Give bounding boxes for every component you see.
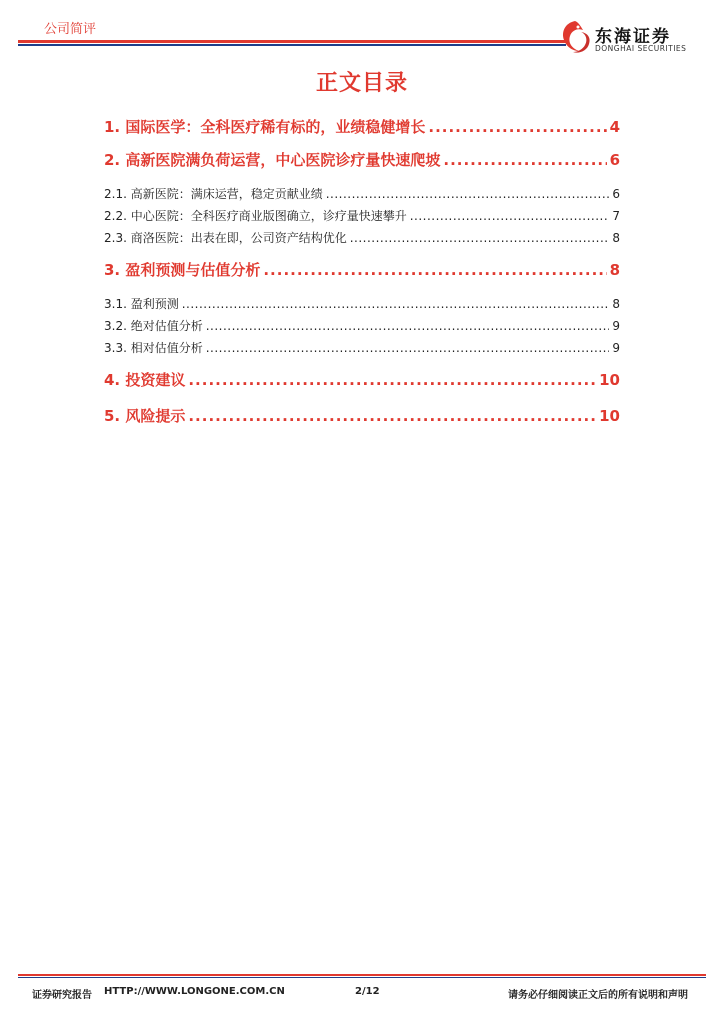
toc-subentry[interactable] [104, 317, 620, 334]
footer-disclaimer: 请务必仔细阅读正文后的所有说明和声明 [508, 990, 688, 1001]
dragon-logo-icon [557, 18, 593, 56]
toc-entry-label: 2.1. 高新医院：满床运营，稳定贡献业绩 [104, 187, 323, 201]
toc-entry-label: 1. 国际医学：全科医疗稀有标的，业绩稳健增长 [104, 118, 426, 136]
toc-entry-label: 3.1. 盈利预测 [104, 297, 179, 311]
footer-website-link[interactable]: HTTP://WWW.LONGONE.COM.CN [104, 986, 285, 997]
toc-entry-page: 7 [612, 209, 620, 223]
toc-subentry[interactable] [104, 339, 620, 356]
footer-page-number: 2/12 [355, 986, 380, 997]
toc-leader-dots [410, 209, 610, 223]
company-logo [555, 18, 705, 58]
toc-leader-dots [326, 187, 610, 201]
toc-entry-label: 4. 投资建议 [104, 371, 186, 389]
toc-leader-dots [206, 319, 610, 333]
toc-title: 正文目录 [315, 71, 408, 96]
toc-leader-dots [182, 297, 610, 311]
toc-entry-label: 2. 高新医院满负荷运营，中心医院诊疗量快速爬坡 [104, 151, 441, 169]
toc-entry-page: 10 [599, 371, 620, 389]
header-divider-blue [18, 44, 566, 46]
header-section-tag: 公司简评 [44, 22, 97, 37]
toc-entry-label: 3.3. 相对估值分析 [104, 341, 203, 355]
toc-entry[interactable] [104, 116, 620, 137]
toc-entry[interactable] [104, 369, 620, 390]
toc-subentry[interactable] [104, 295, 620, 312]
toc-entry-page: 10 [599, 407, 620, 425]
toc-leader-dots [428, 118, 606, 136]
toc-entry-page: 6 [609, 151, 620, 169]
toc-leader-dots [350, 231, 610, 245]
toc-subentry[interactable] [104, 185, 620, 202]
footer-divider-red [18, 974, 706, 976]
footer-divider-blue [18, 977, 706, 978]
toc-entry-page: 4 [609, 118, 620, 136]
toc-entry[interactable] [104, 259, 620, 280]
toc-entry-page: 9 [612, 319, 620, 333]
toc-entry-page: 8 [612, 231, 620, 245]
logo-name-en: DONGHAI SECURITIES [595, 44, 687, 53]
toc-leader-dots [263, 261, 606, 279]
toc-entry-label: 2.2. 中心医院：全科医疗商业版图确立，诊疗量快速攀升 [104, 209, 407, 223]
toc-leader-dots [188, 371, 596, 389]
logo-name-cn: 东海证券 [595, 27, 671, 47]
toc-entry-label: 5. 风险提示 [104, 407, 186, 425]
toc-leader-dots [188, 407, 596, 425]
toc-leader-dots [443, 151, 606, 169]
toc-entry-page: 6 [612, 187, 620, 201]
toc-subentry[interactable] [104, 229, 620, 246]
toc-subentry[interactable] [104, 207, 620, 224]
toc-entry-page: 9 [612, 341, 620, 355]
toc-leader-dots [206, 341, 610, 355]
footer-report-type: 证券研究报告 [32, 990, 92, 1001]
toc-entry[interactable] [104, 149, 620, 170]
header-divider-red [18, 40, 566, 43]
toc-entry-page: 8 [609, 261, 620, 279]
toc-entry-page: 8 [612, 297, 620, 311]
toc-entry-label: 2.3. 商洛医院：出表在即，公司资产结构优化 [104, 231, 347, 245]
toc-entry[interactable] [104, 405, 620, 426]
toc-entry-label: 3.2. 绝对估值分析 [104, 319, 203, 333]
toc-entry-label: 3. 盈利预测与估值分析 [104, 261, 261, 279]
